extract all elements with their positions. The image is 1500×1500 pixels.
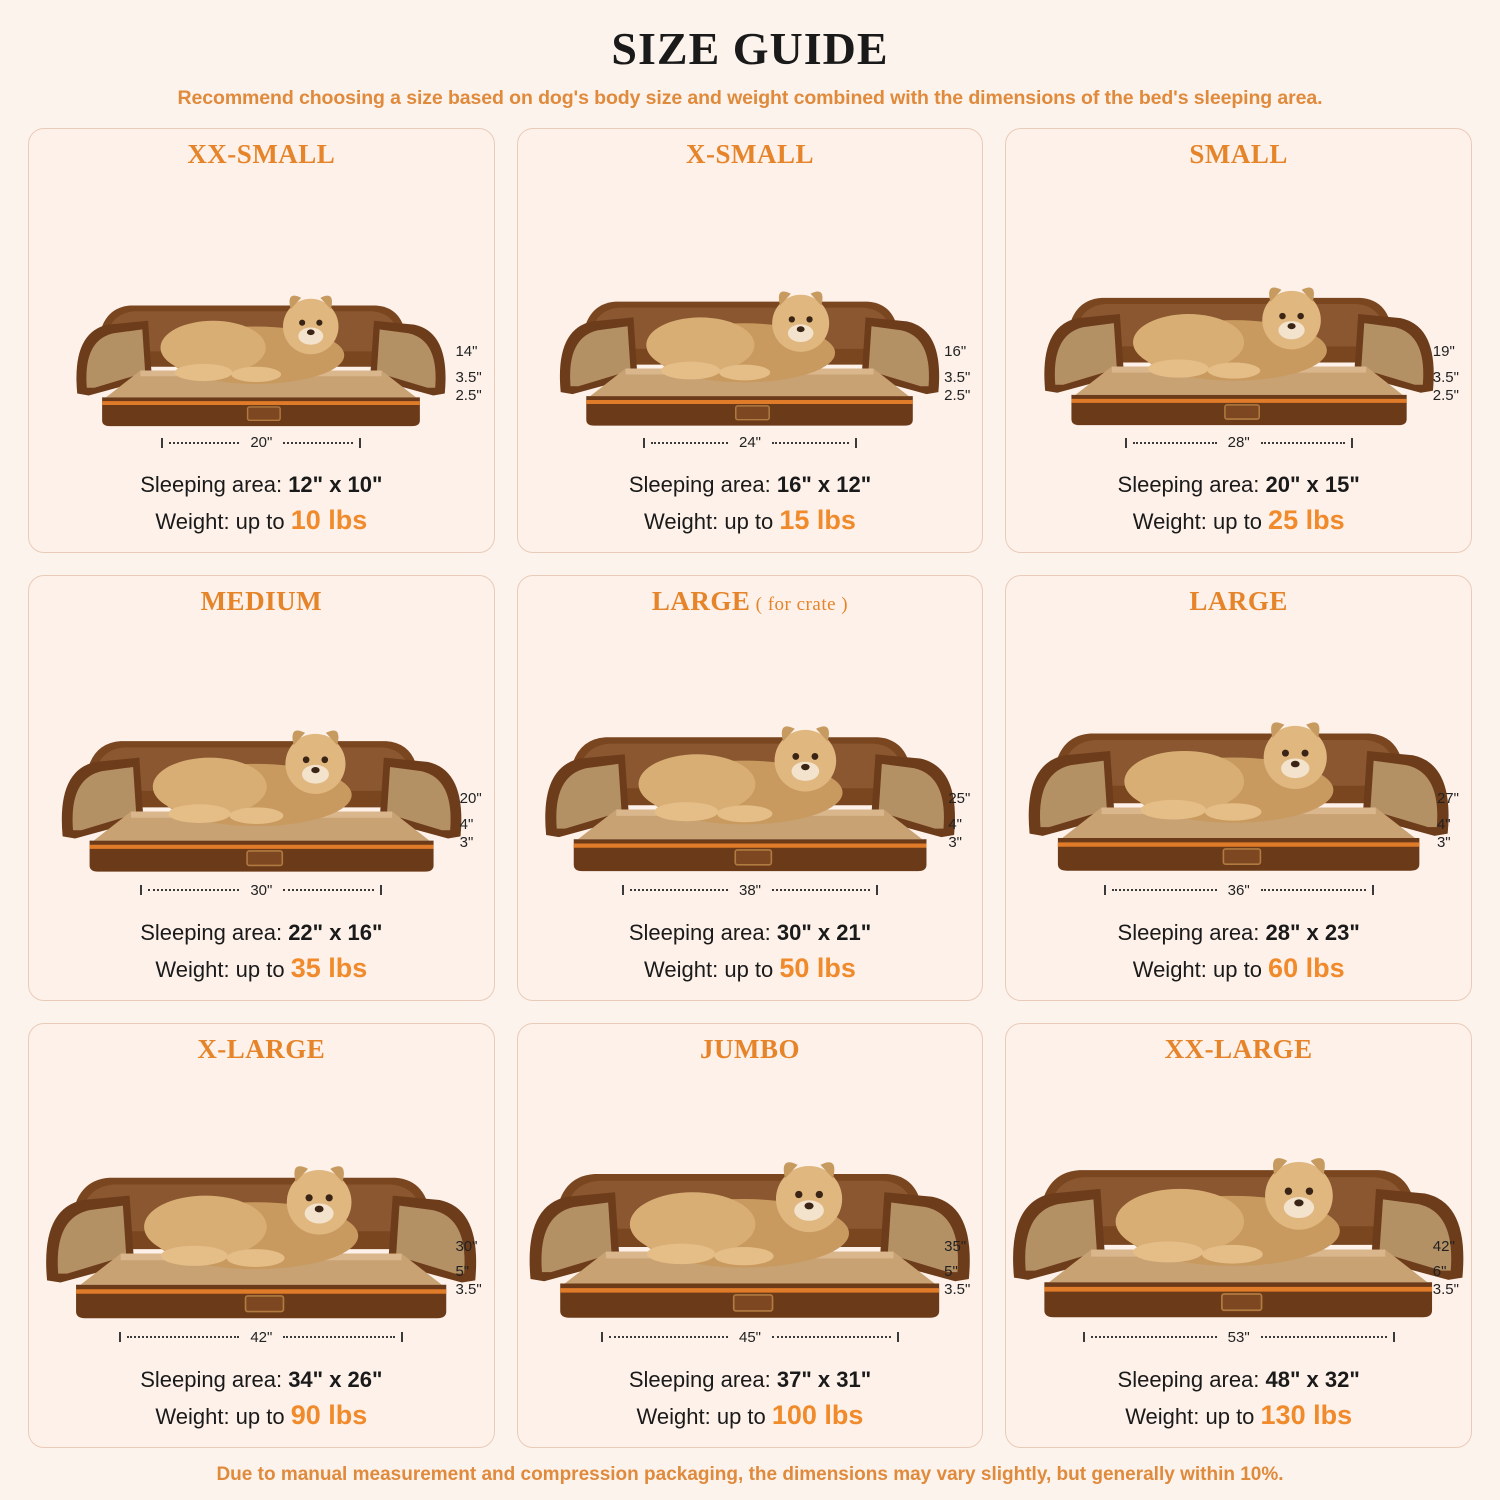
weight-row [140, 501, 382, 540]
dimension-callouts [455, 344, 481, 413]
weight-label: Weight: up to [155, 1403, 291, 1429]
width-line-left [609, 1336, 728, 1338]
sleeping-area-row [629, 1364, 871, 1396]
width-cap-right [380, 885, 382, 895]
pet-silhouette [543, 174, 956, 443]
width-cap-right [359, 438, 361, 448]
width-label: 42" [245, 1329, 277, 1346]
dimension-callouts [1433, 1239, 1459, 1308]
weight-value: 130 lbs [1260, 1399, 1353, 1430]
weight-label: Weight: up to [1132, 956, 1269, 982]
width-cap-right [876, 885, 878, 895]
width-cap-left [1083, 1332, 1085, 1342]
width-dimension [119, 1329, 403, 1346]
width-cap-left [1125, 438, 1127, 448]
overall-height-dim: 42" [1432, 1237, 1455, 1255]
size-card-title: X-SMALL [685, 139, 814, 169]
sleeping-area-value: 20" x 15" [1265, 472, 1360, 498]
weight-row [1118, 1396, 1360, 1435]
width-label: 38" [734, 882, 766, 899]
bolster-height-dim: 6" [1432, 1263, 1447, 1281]
sleeping-area-label: Sleeping area: [1117, 919, 1266, 945]
sleeping-area-label: Sleeping area: [628, 919, 777, 945]
width-line-right [772, 1336, 891, 1338]
bolster-height-dim: 4" [459, 816, 474, 834]
weight-value: 35 lbs [290, 952, 368, 983]
weight-row [1118, 501, 1360, 540]
dimension-callouts [944, 1239, 970, 1308]
size-card-info [1118, 917, 1360, 992]
sleeping-area-label: Sleeping area: [1117, 1366, 1266, 1392]
dimension-callouts [1437, 791, 1459, 860]
size-card-info [1118, 1364, 1360, 1439]
size-card-large[interactable] [517, 575, 984, 1000]
bolster-height-dim: 3.5" [944, 368, 971, 386]
mattress-thickness-dim: 2.5" [944, 386, 971, 404]
width-dimension [1125, 434, 1353, 451]
bed-illustration [1014, 1065, 1463, 1364]
weight-label: Weight: up to [155, 956, 291, 982]
width-cap-right [1351, 438, 1353, 448]
size-card-title: SMALL [1189, 139, 1288, 169]
sleeping-area-value: 16" x 12" [776, 472, 872, 498]
size-card-info [629, 469, 871, 544]
width-line-left [1133, 442, 1217, 444]
size-card-xx-small[interactable] [28, 128, 495, 553]
pet-silhouette [60, 174, 462, 443]
size-card-title: LARGE ( for crate ) [651, 586, 849, 617]
size-card-title: MEDIUM [200, 586, 323, 617]
width-dimension [161, 434, 361, 451]
sleeping-area-value: 48" x 32" [1265, 1366, 1360, 1392]
weight-label: Weight: up to [644, 509, 780, 535]
width-line-right [283, 1336, 395, 1338]
mattress-thickness-dim: 3.5" [455, 1281, 482, 1299]
width-cap-left [601, 1332, 603, 1342]
dimension-callouts [944, 344, 970, 413]
width-dimension [1104, 882, 1374, 899]
width-line-right [283, 442, 353, 444]
weight-value: 15 lbs [779, 505, 856, 536]
width-line-left [630, 889, 728, 891]
weight-row [140, 949, 382, 988]
width-dimension [622, 882, 878, 899]
weight-label: Weight: up to [1125, 1403, 1261, 1429]
width-label: 28" [1223, 434, 1255, 451]
size-card-info [140, 469, 382, 544]
sleeping-area-value: 34" x 26" [288, 1366, 383, 1392]
width-line-left [1112, 889, 1217, 891]
sleeping-area-label: Sleeping area: [1117, 472, 1266, 498]
overall-height-dim: 27" [1436, 790, 1459, 808]
width-cap-right [1393, 1332, 1395, 1342]
size-card-title: LARGE [1189, 586, 1288, 617]
weight-row [140, 1396, 382, 1435]
dimension-callouts [948, 791, 970, 860]
page-subtitle: Recommend choosing a size based on dog's body size and weight combined with the dimensions of the bed's sleeping area. [177, 87, 1323, 109]
sleeping-area-row [140, 917, 382, 949]
sleeping-area-row [1118, 917, 1360, 949]
width-label: 30" [245, 882, 277, 899]
pet-silhouette [1005, 1069, 1472, 1338]
overall-height-dim: 14" [455, 343, 478, 361]
mattress-thickness-dim: 3" [1436, 833, 1451, 851]
sleeping-area-value: 37" x 31" [776, 1366, 872, 1392]
sleeping-area-label: Sleeping area: [140, 1366, 289, 1392]
dimension-callouts [460, 791, 482, 860]
width-cap-right [401, 1332, 403, 1342]
footer-note: Due to manual measurement and compression packaging, the dimensions may vary slightly, but generally within 10%. [216, 1464, 1284, 1485]
bed-illustration [37, 170, 486, 469]
bolster-height-dim: 5" [455, 1263, 470, 1281]
bolster-height-dim: 4" [948, 816, 962, 834]
width-dimension [1083, 1329, 1395, 1346]
weight-value: 25 lbs [1268, 505, 1345, 536]
sleeping-area-value: 28" x 23" [1265, 919, 1360, 945]
bolster-height-dim: 5" [944, 1263, 958, 1281]
sleeping-area-label: Sleeping area: [140, 472, 289, 498]
weight-row [629, 1396, 871, 1435]
pet-silhouette [1027, 174, 1451, 443]
size-card-title: JUMBO [699, 1033, 800, 1064]
size-card-large[interactable] [1005, 575, 1472, 1000]
weight-label: Weight: up to [644, 956, 780, 982]
size-card-info [1118, 469, 1360, 544]
size-card-jumbo[interactable] [517, 1023, 984, 1448]
weight-label: Weight: up to [636, 1403, 772, 1429]
size-card-info [140, 917, 382, 992]
width-dimension [140, 882, 382, 899]
bed-illustration [1014, 170, 1463, 469]
overall-height-dim: 20" [459, 790, 482, 808]
size-card-title: X-LARGE [197, 1033, 326, 1064]
weight-value: 60 lbs [1268, 952, 1345, 983]
weight-row [1118, 949, 1360, 988]
sleeping-area-label: Sleeping area: [628, 472, 777, 498]
bed-illustration [37, 617, 486, 916]
weight-value: 100 lbs [771, 1399, 864, 1430]
width-label: 20" [245, 434, 277, 451]
weight-value: 50 lbs [779, 952, 856, 983]
width-cap-left [622, 885, 624, 895]
size-card-small[interactable] [1005, 128, 1472, 553]
weight-value: 10 lbs [290, 505, 368, 536]
width-cap-right [897, 1332, 899, 1342]
size-card-title: XX-SMALL [187, 139, 336, 169]
mattress-thickness-dim: 3" [459, 833, 474, 851]
sleeping-area-row [140, 469, 382, 501]
pet-silhouette [44, 621, 479, 890]
bolster-height-dim: 3.5" [1432, 368, 1459, 386]
mattress-thickness-dim: 3.5" [944, 1281, 971, 1299]
size-card-info [629, 917, 871, 992]
bed-illustration [526, 170, 975, 469]
sleeping-area-value: 12" x 10" [288, 472, 383, 498]
width-label: 36" [1223, 882, 1255, 899]
sleeping-area-row [629, 917, 871, 949]
width-line-left [127, 1336, 239, 1338]
sleeping-area-label: Sleeping area: [140, 919, 289, 945]
size-card-xx-large[interactable] [1005, 1023, 1472, 1448]
pet-silhouette [517, 1069, 984, 1338]
page-title: SIZE GUIDE [611, 23, 889, 74]
weight-row [629, 501, 871, 540]
width-dimension [601, 1329, 899, 1346]
pet-silhouette [527, 621, 973, 890]
width-line-left [651, 442, 728, 444]
pet-silhouette [28, 1069, 495, 1338]
size-card-medium[interactable] [28, 575, 495, 1000]
width-line-right [772, 442, 849, 444]
overall-height-dim: 25" [948, 790, 971, 808]
size-card-info [629, 1364, 871, 1439]
size-card-title: XX-LARGE [1164, 1033, 1313, 1064]
width-line-right [1261, 442, 1345, 444]
mattress-thickness-dim: 2.5" [455, 386, 482, 404]
width-cap-left [1104, 885, 1106, 895]
overall-height-dim: 16" [944, 343, 967, 361]
size-card-info [140, 1364, 382, 1439]
pet-silhouette [1010, 621, 1467, 890]
mattress-thickness-dim: 3.5" [1432, 1281, 1459, 1299]
bed-illustration [37, 1065, 486, 1364]
width-cap-left [643, 438, 645, 448]
width-cap-left [161, 438, 163, 448]
width-dimension [643, 434, 857, 451]
dimension-callouts [455, 1239, 481, 1308]
size-card-x-large[interactable] [28, 1023, 495, 1448]
width-line-right [1261, 889, 1366, 891]
weight-label: Weight: up to [1132, 509, 1269, 535]
width-cap-left [140, 885, 142, 895]
dimension-callouts [1433, 344, 1459, 413]
overall-height-dim: 35" [944, 1237, 967, 1255]
sleeping-area-label: Sleeping area: [628, 1366, 777, 1392]
bed-illustration [526, 617, 975, 916]
bed-illustration [526, 1065, 975, 1364]
weight-row [629, 949, 871, 988]
width-line-left [148, 889, 239, 891]
bolster-height-dim: 4" [1436, 816, 1451, 834]
bed-illustration [1014, 617, 1463, 916]
weight-label: Weight: up to [155, 509, 291, 535]
sleeping-area-value: 30" x 21" [776, 919, 872, 945]
width-label: 53" [1223, 1329, 1255, 1346]
overall-height-dim: 19" [1432, 343, 1455, 361]
width-line-right [772, 889, 870, 891]
width-line-right [1261, 1336, 1387, 1338]
width-line-left [169, 442, 239, 444]
width-label: 45" [734, 1329, 766, 1346]
mattress-thickness-dim: 2.5" [1432, 386, 1459, 404]
width-cap-right [1372, 885, 1374, 895]
sleeping-area-row [1118, 469, 1360, 501]
sleeping-area-row [140, 1364, 382, 1396]
width-cap-right [855, 438, 857, 448]
size-card-grid [28, 128, 1472, 1448]
width-cap-left [119, 1332, 121, 1342]
sleeping-area-row [629, 469, 871, 501]
sleeping-area-value: 22" x 16" [288, 919, 383, 945]
mattress-thickness-dim: 3" [948, 833, 962, 851]
overall-height-dim: 30" [455, 1237, 478, 1255]
bolster-height-dim: 3.5" [455, 368, 482, 386]
weight-value: 90 lbs [290, 1399, 368, 1430]
width-line-right [283, 889, 374, 891]
width-label: 24" [734, 434, 766, 451]
sleeping-area-row [1118, 1364, 1360, 1396]
size-card-x-small[interactable] [517, 128, 984, 553]
width-line-left [1091, 1336, 1217, 1338]
